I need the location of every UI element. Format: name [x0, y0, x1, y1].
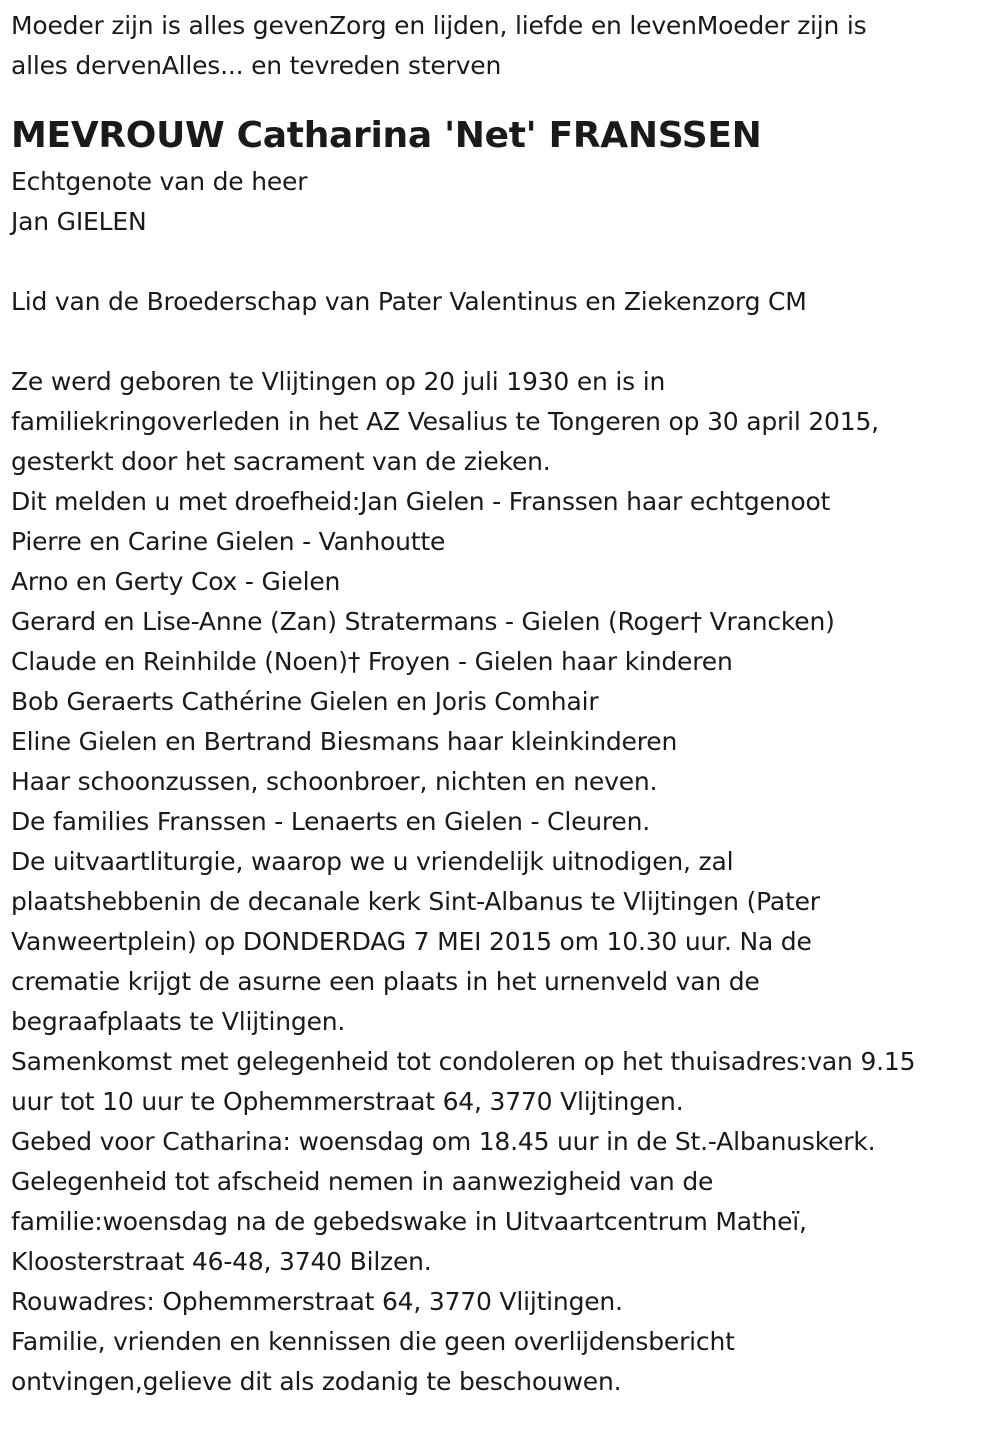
body-line: Familie, vrienden en kennissen die geen overlijdensbericht	[11, 1327, 735, 1356]
body-line: Arno en Gerty Cox - Gielen	[11, 567, 341, 596]
body-line: Dit melden u met droefheid:Jan Gielen - Franssen haar echtgenoot	[11, 487, 831, 516]
poem-line: alles dervenAlles... en tevreden sterven	[11, 51, 502, 80]
body-line: Pierre en Carine Gielen - Vanhoutte	[11, 527, 446, 556]
body-line: familie:woensdag na de gebedswake in Uitvaartcentrum Matheï,	[11, 1207, 807, 1236]
body-line: Eline Gielen en Bertrand Biesmans haar kleinkinderen	[11, 727, 678, 756]
body-line: Ze werd geboren te Vlijtingen op 20 juli 1930 en is in	[11, 367, 666, 396]
spouse-line: Jan GIELEN	[11, 207, 147, 236]
body-line: begraafplaats te Vlijtingen.	[11, 1007, 346, 1036]
body-line: Gerard en Lise-Anne (Zan) Stratermans - Gielen (Roger† Vrancken)	[11, 607, 835, 636]
body-line: De families Franssen - Lenaerts en Gielen - Cleuren.	[11, 807, 650, 836]
body-line: ontvingen,gelieve dit als zodanig te beschouwen.	[11, 1367, 622, 1396]
body-line: plaatshebbenin de decanale kerk Sint-Albanus te Vlijtingen (Pater	[11, 887, 820, 916]
body-line: Gebed voor Catharina: woensdag om 18.45 uur in de St.-Albanuskerk.	[11, 1127, 876, 1156]
body-line: Gelegenheid tot afscheid nemen in aanwezigheid van de	[11, 1167, 714, 1196]
body-line: Kloosterstraat 46-48, 3740 Bilzen.	[11, 1247, 432, 1276]
spacer	[11, 322, 989, 362]
poem-line: Moeder zijn is alles gevenZorg en lijden, liefde en levenMoeder zijn is	[11, 11, 867, 40]
poem	[11, 6, 989, 86]
body-line: Samenkomst met gelegenheid tot condoleren op het thuisadres:van 9.15	[11, 1047, 916, 1076]
body-line: Bob Geraerts Cathérine Gielen en Joris Comhair	[11, 687, 599, 716]
body-line: crematie krijgt de asurne een plaats in het urnenveld van de	[11, 967, 760, 996]
announcement-body	[11, 362, 989, 1402]
body-line: familiekringoverleden in het AZ Vesalius te Tongeren op 30 april 2015,	[11, 407, 879, 436]
membership: Lid van de Broederschap van Pater Valentinus en Ziekenzorg CM	[11, 287, 807, 316]
body-line: Rouwadres: Ophemmerstraat 64, 3770 Vlijtingen.	[11, 1287, 623, 1316]
deceased-name: MEVROUW Catharina 'Net' FRANSSEN	[11, 115, 762, 156]
body-line: Claude en Reinhilde (Noen)† Froyen - Gielen haar kinderen	[11, 647, 733, 676]
body-line: gesterkt door het sacrament van de zieken.	[11, 447, 551, 476]
spouse-line: Echtgenote van de heer	[11, 167, 308, 196]
spouse-info	[11, 162, 989, 242]
body-line: De uitvaartliturgie, waarop we u vriendelijk uitnodigen, zal	[11, 847, 734, 876]
spacer	[11, 242, 989, 282]
body-line: Vanweertplein) op DONDERDAG 7 MEI 2015 om 10.30 uur. Na de	[11, 927, 812, 956]
body-line: Haar schoonzussen, schoonbroer, nichten en neven.	[11, 767, 658, 796]
body-line: uur tot 10 uur te Ophemmerstraat 64, 3770 Vlijtingen.	[11, 1087, 684, 1116]
